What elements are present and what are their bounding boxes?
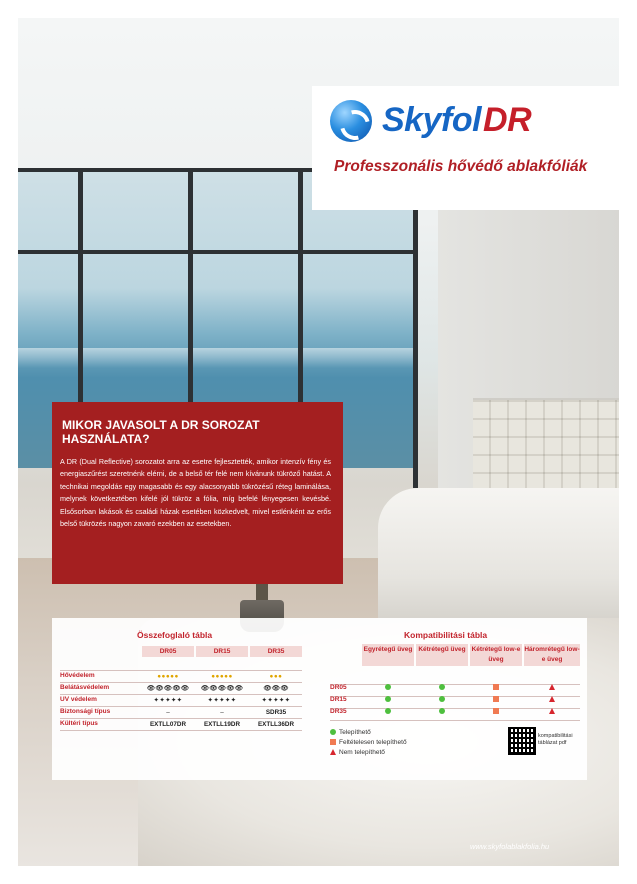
legend-item xyxy=(330,749,385,756)
summary-row-label: Biztonsági típus xyxy=(60,708,111,715)
compat-cell xyxy=(524,708,580,718)
installable-icon xyxy=(439,684,445,690)
summary-cell: EXTLL36DR xyxy=(257,721,295,728)
logo-wordmark xyxy=(382,100,531,140)
website-link[interactable]: www.skyfolablakfolia.hu xyxy=(470,842,550,851)
summary-cell: – xyxy=(220,709,224,716)
installable-icon xyxy=(385,708,391,714)
qr-caption: kompatibilitási táblázat pdf xyxy=(538,733,573,746)
compat-col-header: Háromrétegű low-e üveg xyxy=(524,644,580,666)
compat-cell xyxy=(470,684,522,694)
tables-panel xyxy=(52,618,587,780)
summary-table-title: Összefoglaló tábla xyxy=(137,630,213,640)
qr-code-icon[interactable] xyxy=(509,728,535,754)
compat-cell xyxy=(416,708,468,718)
bed xyxy=(378,488,619,638)
compat-row-label: DR05 xyxy=(330,684,347,691)
installable-icon xyxy=(385,696,391,702)
legend-item xyxy=(330,729,371,736)
rating-uv: ✦✦✦✦✦ xyxy=(207,697,237,704)
compat-cell xyxy=(470,696,522,706)
summary-cell: EXTLL07DR xyxy=(149,721,187,728)
installable-icon xyxy=(439,696,445,702)
info-heading: MIKOR JAVASOLT A DR SOROZAT HASZNÁLATA? xyxy=(62,418,260,446)
info-panel xyxy=(52,402,343,584)
conditional-icon xyxy=(493,708,499,714)
summary-table xyxy=(60,646,302,736)
summary-cell: SDR35 xyxy=(265,709,287,716)
logo-card xyxy=(312,86,619,210)
installable-icon xyxy=(330,729,336,735)
installable-icon xyxy=(385,684,391,690)
summary-col-header: DR05 xyxy=(142,646,194,657)
summary-cell: – xyxy=(166,709,170,716)
summary-row-label: Hővédelem xyxy=(60,672,95,679)
logo-main: Skyfol xyxy=(382,101,482,139)
rating-uv: ✦✦✦✦✦ xyxy=(153,697,183,704)
divider xyxy=(60,694,302,695)
compat-table xyxy=(330,644,582,724)
rating-dots: ●●●●● xyxy=(157,673,179,680)
divider xyxy=(60,718,302,719)
compat-row-label: DR15 xyxy=(330,696,347,703)
divider xyxy=(60,730,302,731)
rating-eyes: 👁👁👁👁👁 xyxy=(200,685,244,692)
summary-row-label: Belátásvédelem xyxy=(60,684,110,691)
rating-eyes: 👁👁👁👁👁 xyxy=(146,685,190,692)
compat-cell xyxy=(416,696,468,706)
not-installable-icon xyxy=(549,696,555,702)
divider xyxy=(330,720,580,721)
installable-icon xyxy=(439,708,445,714)
divider xyxy=(60,670,302,671)
summary-row-label: Kültéri típus xyxy=(60,720,98,727)
info-body: A DR (Dual Reflective) sorozatot arra az esetre fejlesztették, amikor intenzív fény és energiaszűrést szeretnénk elérni, de a belső tér felé nem kívánunk tükröző hatást. A technikai megoldás egy magasabb és egy alacsonyabb tükrözésű réteg laminálása, melynek következtében kifelé jól tükröz a fólia, míg befelé lényegesen kevésbé. Elsősorban lakások és családi házak esetében közkedvelt, mivel estlénként az erős belső tükrözés nagyon zavaró ezekben az esetekben. xyxy=(60,457,331,529)
legend-item xyxy=(330,739,407,746)
legend-text: Telepíthető xyxy=(339,729,371,736)
rating-uv: ✦✦✦✦✦ xyxy=(261,697,291,704)
divider xyxy=(60,706,302,707)
tagline: Professzonális hővédő ablakfóliák xyxy=(334,158,588,175)
not-installable-icon xyxy=(330,749,336,755)
legend-text: Feltételesen telepíthető xyxy=(339,739,407,746)
summary-col-header: DR15 xyxy=(196,646,248,657)
conditional-icon xyxy=(493,684,499,690)
rating-eyes: 👁👁👁 xyxy=(263,685,289,692)
compat-cell xyxy=(524,696,580,706)
summary-col-header: DR35 xyxy=(250,646,302,657)
not-installable-icon xyxy=(549,684,555,690)
not-installable-icon xyxy=(549,708,555,714)
rating-dots: ●●●●● xyxy=(211,673,233,680)
conditional-icon xyxy=(493,696,499,702)
window-frame xyxy=(413,168,418,488)
skyfol-logo-icon xyxy=(330,100,372,142)
divider xyxy=(60,682,302,683)
conditional-icon xyxy=(330,739,336,745)
compat-cell xyxy=(470,708,522,718)
compat-cell xyxy=(524,684,580,694)
compat-cell xyxy=(362,708,414,718)
compat-col-header: Kétrétegű low-e üveg xyxy=(470,644,522,666)
compat-cell xyxy=(362,684,414,694)
rating-dots: ●●● xyxy=(269,673,283,680)
compat-col-header: Egyrétegű üveg xyxy=(362,644,414,666)
compat-row-label: DR35 xyxy=(330,708,347,715)
logo-accent: DR xyxy=(483,101,532,139)
summary-row-label: UV védelem xyxy=(60,696,97,703)
compat-col-header: Kétrétegű üveg xyxy=(416,644,468,666)
compat-table-title: Kompatibilitási tábla xyxy=(404,630,488,640)
compat-cell xyxy=(362,696,414,706)
compat-cell xyxy=(416,684,468,694)
legend-text: Nem telepíthető xyxy=(339,749,385,756)
summary-cell: EXTLL19DR xyxy=(203,721,241,728)
